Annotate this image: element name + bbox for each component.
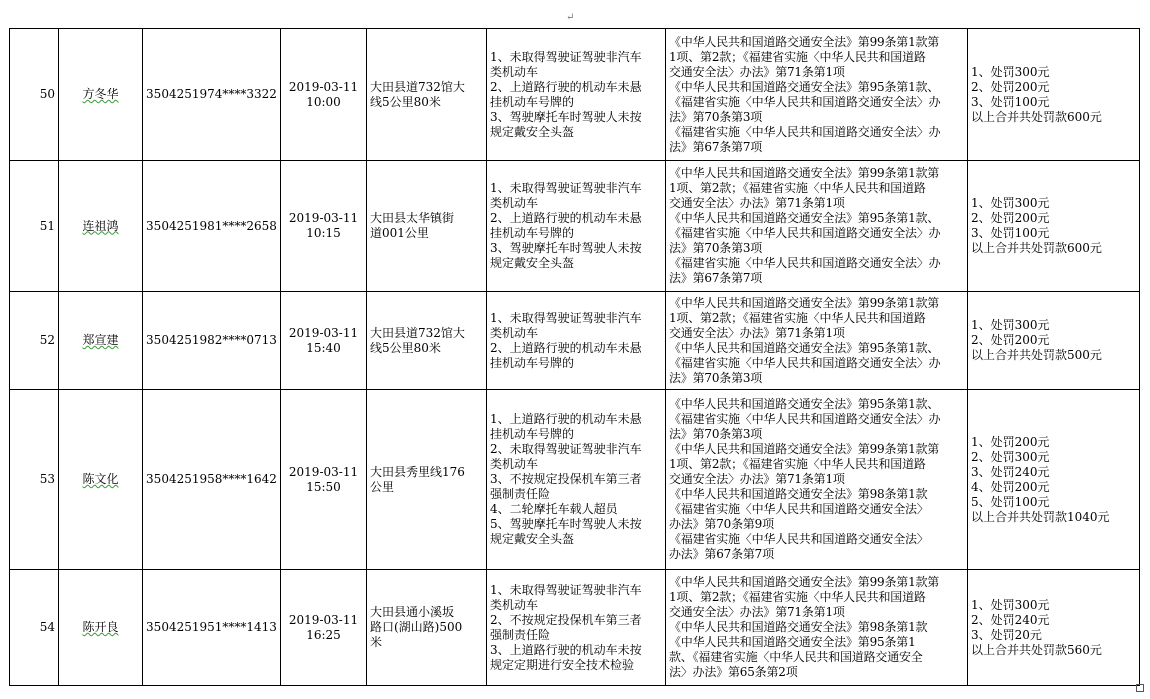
id-number-cell [143, 161, 281, 292]
violation-time: 10:15 [306, 226, 341, 240]
legal-basis-line: 《福建省实施〈中华人民共和国道路交通安全法〉办 [669, 226, 941, 240]
person-name: 郑宣建 [82, 333, 119, 347]
place-cell [367, 570, 487, 686]
table-resize-handle[interactable] [1136, 684, 1144, 692]
legal-basis-line: 法》第67条第7项 [669, 271, 763, 285]
legal-basis-line: 法》第70条第3项 [669, 241, 763, 255]
place-line: 大田县通小溪坂 [370, 605, 455, 619]
name-cell [59, 570, 143, 686]
legal-basis-line: 《中华人民共和国道路交通安全法》第98条第1款 [669, 620, 928, 634]
table-row [10, 390, 1140, 570]
datetime-cell [281, 390, 367, 570]
violation-line: 挂机动车号牌的 [490, 427, 575, 441]
row-index: 51 [39, 218, 55, 233]
penalty-cell [968, 390, 1140, 570]
violation-line: 强制责任险 [490, 487, 551, 501]
place-line: 大田县太华镇街 [370, 211, 455, 225]
legal-basis-line: 《中华人民共和国道路交通安全法》第95条第1款、 [669, 397, 940, 411]
place-line: 公里 [370, 479, 395, 494]
legal-basis-line: 《福建省实施〈中华人民共和国道路交通安全法〉 [669, 502, 929, 516]
row-index: 52 [39, 333, 55, 347]
place-line: 大田县道732馆大 [370, 79, 465, 94]
violations-cell [487, 292, 666, 390]
violations-cell [487, 161, 666, 292]
violation-line: 1、上道路行驶的机动车未悬 [490, 412, 642, 426]
id-number-cell [143, 390, 281, 570]
legal-basis-cell [666, 570, 968, 686]
id-number: 3504251974****3322 [146, 87, 277, 101]
legal-basis-line: 《福建省实施〈中华人民共和国道路交通安全法〉办 [669, 94, 941, 109]
name-cell [59, 161, 143, 292]
violation-date: 2019-03-11 [288, 612, 359, 627]
violation-line: 强制责任险 [490, 627, 551, 642]
row-index-cell [10, 292, 59, 390]
penalty-cell [968, 161, 1140, 292]
violation-line: 2、未取得驾驶证驾驶非汽车 [490, 442, 642, 456]
legal-basis-line: 交通安全法〉办法》第71条第1项 [669, 472, 845, 486]
id-number-cell [143, 29, 281, 161]
table-row [10, 29, 1140, 161]
legal-basis-line: 交通安全法〉办法》第71条第1项 [669, 196, 845, 210]
violation-line: 1、未取得驾驶证驾驶非汽车 [490, 582, 642, 597]
legal-basis-line: 办法》第70条第9项 [669, 517, 774, 531]
violation-time: 15:50 [306, 479, 341, 494]
penalty-line: 以上合并共处罚款600元 [971, 109, 1102, 124]
name-cell [59, 292, 143, 390]
penalty-cell [968, 29, 1140, 161]
row-index-cell [10, 570, 59, 686]
legal-basis-line: 《福建省实施〈中华人民共和国道路交通安全法〉办 [669, 124, 941, 139]
datetime-cell [281, 161, 367, 292]
row-index: 54 [39, 620, 55, 634]
id-number-cell [143, 292, 281, 390]
penalty-line: 以上合并共处罚款560元 [971, 642, 1102, 657]
legal-basis-line: 1项、第2款；《福建省实施〈中华人民共和国道路 [669, 457, 926, 471]
legal-basis-line: 款、《福建省实施〈中华人民共和国道路交通安全 [669, 650, 923, 664]
place-line: 路口(湖山路)500 [370, 620, 463, 634]
penalty-cell [968, 292, 1140, 390]
legal-basis-line: 《福建省实施〈中华人民共和国道路交通安全法〉 [669, 532, 929, 546]
violation-line: 3、驾驶摩托车时驾驶人未按 [490, 109, 642, 124]
legal-basis-line: 《福建省实施〈中华人民共和国道路交通安全法〉办 [669, 355, 941, 370]
legal-basis-line: 1项、第2款；《福建省实施〈中华人民共和国道路 [669, 590, 926, 604]
legal-basis-line: 《中华人民共和国道路交通安全法》第98条第1款 [669, 487, 928, 501]
place-cell [367, 29, 487, 161]
place-cell [367, 390, 487, 570]
place-cell [367, 292, 487, 390]
place-line: 大田县秀里线176 [370, 464, 465, 479]
violation-line: 3、驾驶摩托车时驾驶人未按 [490, 241, 642, 255]
penalty-line: 1、处罚300元 [971, 318, 1050, 332]
violation-line: 规定戴安全头盔 [490, 124, 575, 139]
violation-line: 类机动车 [490, 196, 539, 210]
place-line: 米 [370, 635, 383, 649]
penalty-cell [968, 570, 1140, 686]
penalty-line: 1、处罚300元 [971, 64, 1050, 79]
penalty-line: 以上合并共处罚款600元 [971, 241, 1102, 255]
legal-basis-line: 《中华人民共和国道路交通安全法》第95条第1 [669, 635, 916, 649]
violation-line: 2、上道路行驶的机动车未悬 [490, 79, 642, 94]
penalty-line: 2、处罚200元 [971, 211, 1050, 225]
violation-time: 15:40 [306, 340, 341, 355]
penalty-line: 1、处罚300元 [971, 196, 1050, 210]
violation-time: 10:00 [306, 94, 341, 109]
legal-basis-line: 法》第70条第3项 [669, 427, 763, 441]
legal-basis-line: 《中华人民共和国道路交通安全法》第99条第1款第 [669, 166, 940, 180]
violation-line: 类机动车 [490, 325, 539, 340]
violation-line: 挂机动车号牌的 [490, 94, 575, 109]
legal-basis-line: 《中华人民共和国道路交通安全法》第95条第1款、 [669, 340, 940, 355]
id-number: 3504251951****1413 [146, 620, 277, 634]
person-name: 陈文化 [82, 472, 119, 486]
person-name: 连祖鸿 [82, 218, 119, 233]
legal-basis-line: 交通安全法〉办法》第71条第1项 [669, 64, 845, 79]
violations-cell [487, 570, 666, 686]
penalty-line: 2、处罚200元 [971, 79, 1050, 94]
legal-basis-line: 《中华人民共和国道路交通安全法》第99条第1款第 [669, 295, 940, 310]
penalty-line: 2、处罚200元 [971, 333, 1050, 347]
violation-line: 1、未取得驾驶证驾驶非汽车 [490, 181, 642, 195]
legal-basis-line: 1项、第2款；《福建省实施〈中华人民共和国道路 [669, 49, 926, 64]
legal-basis-cell [666, 390, 968, 570]
place-cell [367, 161, 487, 292]
violation-line: 类机动车 [490, 64, 539, 79]
table-row [10, 292, 1140, 390]
row-index-cell [10, 390, 59, 570]
violation-date: 2019-03-11 [288, 211, 359, 225]
violation-line: 5、驾驶摩托车时驾驶人未按 [490, 517, 642, 531]
legal-basis-line: 交通安全法〉办法》第71条第1项 [669, 605, 845, 619]
legal-basis-line: 《中华人民共和国道路交通安全法》第99条第1款第 [669, 34, 940, 49]
violation-line: 规定戴安全头盔 [490, 532, 575, 546]
penalty-records-table [9, 28, 1140, 686]
penalty-line: 2、处罚300元 [971, 449, 1050, 464]
person-name: 方冬华 [82, 87, 119, 101]
legal-basis-line: 交通安全法〉办法》第71条第1项 [669, 325, 845, 340]
legal-basis-line: 法》第70条第3项 [669, 109, 763, 124]
violation-line: 2、上道路行驶的机动车未悬 [490, 211, 642, 225]
place-line: 线5公里80米 [370, 340, 441, 355]
table-row [10, 161, 1140, 292]
legal-basis-line: 《福建省实施〈中华人民共和国道路交通安全法〉办 [669, 256, 941, 270]
datetime-cell [281, 29, 367, 161]
violation-line: 3、上道路行驶的机动车未按 [490, 642, 642, 657]
violation-line: 2、上道路行驶的机动车未悬 [490, 340, 642, 355]
id-number-cell [143, 570, 281, 686]
penalty-line: 5、处罚100元 [971, 494, 1050, 509]
violation-line: 挂机动车号牌的 [490, 355, 575, 370]
name-cell [59, 390, 143, 570]
violation-line: 1、未取得驾驶证驾驶非汽车 [490, 49, 642, 64]
violation-time: 16:25 [306, 627, 341, 642]
id-number: 3504251958****1642 [146, 472, 277, 486]
penalty-line: 3、处罚20元 [971, 627, 1042, 642]
legal-basis-line: 1项、第2款；《福建省实施〈中华人民共和国道路 [669, 310, 926, 325]
legal-basis-line: 办法》第67条第7项 [669, 547, 774, 561]
place-line: 大田县道732馆大 [370, 325, 465, 340]
penalty-line: 2、处罚240元 [971, 612, 1050, 627]
violation-date: 2019-03-11 [288, 79, 359, 94]
row-index: 50 [39, 87, 55, 101]
violation-date: 2019-03-11 [288, 325, 359, 340]
row-index-cell [10, 161, 59, 292]
violations-cell [487, 29, 666, 161]
violation-line: 挂机动车号牌的 [490, 226, 575, 240]
row-index-cell [10, 29, 59, 161]
datetime-cell [281, 292, 367, 390]
paragraph-mark: ↵ [566, 12, 575, 23]
penalty-line: 以上合并共处罚款1040元 [971, 509, 1110, 524]
penalty-line: 4、处罚200元 [971, 479, 1050, 494]
table-row [10, 570, 1140, 686]
legal-basis-line: 《福建省实施〈中华人民共和国道路交通安全法〉办 [669, 412, 941, 426]
penalty-line: 1、处罚300元 [971, 597, 1050, 612]
violations-cell [487, 390, 666, 570]
legal-basis-line: 《中华人民共和国道路交通安全法》第99条第1款第 [669, 442, 940, 456]
legal-basis-line: 法〉办法》第65条第2项 [669, 665, 798, 679]
penalty-line: 3、处罚100元 [971, 94, 1050, 109]
legal-basis-cell [666, 161, 968, 292]
penalty-line: 1、处罚200元 [971, 434, 1050, 449]
datetime-cell [281, 570, 367, 686]
legal-basis-line: 《中华人民共和国道路交通安全法》第99条第1款第 [669, 575, 940, 589]
id-number: 3504251982****0713 [146, 333, 277, 347]
violation-line: 类机动车 [490, 597, 539, 612]
violation-line: 4、二轮摩托车载人超员 [490, 502, 618, 516]
legal-basis-line: 1项、第2款；《福建省实施〈中华人民共和国道路 [669, 181, 926, 195]
legal-basis-line: 法》第67条第7项 [669, 139, 763, 154]
place-line: 线5公里80米 [370, 94, 441, 109]
violation-date: 2019-03-11 [288, 464, 359, 479]
violation-line: 1、未取得驾驶证驾驶非汽车 [490, 310, 642, 325]
legal-basis-cell [666, 29, 968, 161]
name-cell [59, 29, 143, 161]
penalty-line: 3、处罚100元 [971, 226, 1050, 240]
legal-basis-cell [666, 292, 968, 390]
place-line: 道001公里 [370, 226, 429, 240]
violation-line: 2、不按规定投保机车第三者 [490, 612, 642, 627]
penalty-line: 以上合并共处罚款500元 [971, 348, 1102, 362]
legal-basis-line: 法》第70条第3项 [669, 370, 763, 385]
row-index: 53 [39, 472, 55, 486]
violation-line: 规定定期进行安全技术检验 [490, 657, 635, 672]
violation-line: 类机动车 [490, 457, 539, 471]
id-number: 3504251981****2658 [146, 218, 277, 233]
penalty-line: 3、处罚240元 [971, 464, 1050, 479]
violation-line: 规定戴安全头盔 [490, 256, 575, 270]
violation-line: 3、不按规定投保机车第三者 [490, 472, 642, 486]
table-body [10, 29, 1140, 686]
legal-basis-line: 《中华人民共和国道路交通安全法》第95条第1款、 [669, 79, 940, 94]
legal-basis-line: 《中华人民共和国道路交通安全法》第95条第1款、 [669, 211, 940, 225]
person-name: 陈开良 [82, 620, 119, 634]
